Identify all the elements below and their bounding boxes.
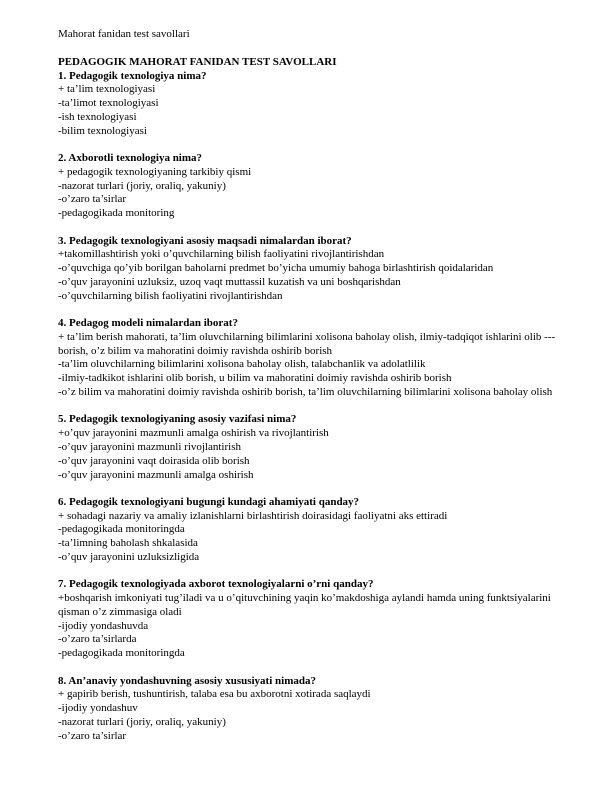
answer-option: -pedagogikada monitoring bbox=[58, 207, 175, 220]
question-title: 2. Axborotli texnologiya nima? bbox=[58, 152, 203, 165]
question-title: 1. Pedagogik texnologiya nima? bbox=[58, 69, 207, 82]
answer-option: -ijodiy yondashuvda bbox=[58, 619, 149, 632]
answer-option: -ijodiy yondashuv bbox=[58, 702, 138, 715]
answer-option: -bilim texnologiyasi bbox=[58, 124, 147, 137]
answer-option: -ta’lim oluvchilarning bilimlarini xolisona baholay olish, talabchanlik va adolatlilik bbox=[58, 358, 426, 371]
answer-option: -pedagogikada monitoringda bbox=[58, 647, 185, 660]
answer-option: -nazorat turlari (joriy, oraliq, yakuniy) bbox=[58, 715, 226, 728]
answer-option: +o’quv jarayonini mazmunli amalga oshirish va rivojlantirish bbox=[58, 427, 329, 440]
question-title: 3. Pedagogik texnologiyani asosiy maqsadi nimalardan iborat? bbox=[58, 234, 352, 247]
answer-option: + sohadagi nazariy va amaliy izlanishlarni birlashtirish doirasidagi faoliyatni aks ettiradi bbox=[58, 509, 448, 522]
document-header: Mahorat fanidan test savollari bbox=[58, 28, 190, 40]
answer-option: -o’quv jarayonini vaqt doirasida olib borish bbox=[58, 454, 250, 467]
answer-option: +boshqarish imkoniyati tug’iladi va u o’qituvchining yaqin ko’makdoshiga aylandi hamda uning funktsiyalarini qisman o’z zimmasiga oladi bbox=[58, 592, 551, 618]
question-title: 5. Pedagogik texnologiyaning asosiy vazifasi nima? bbox=[58, 413, 297, 426]
answer-option: -o’zaro ta’sirlar bbox=[58, 729, 127, 742]
question-block bbox=[58, 413, 578, 482]
answer-option: -ta’limot texnologiyasi bbox=[58, 97, 159, 110]
answer-option: -o’quv jarayonini uzluksizligida bbox=[58, 551, 200, 563]
question-title: 4. Pedagog modeli nimalardan iborat? bbox=[58, 317, 238, 330]
question-block bbox=[58, 235, 578, 304]
answer-option: -pedagogikada monitoringda bbox=[58, 523, 185, 536]
answer-option: -ta’limning baholash shkalasida bbox=[58, 537, 198, 550]
answer-option: -o’z bilim va mahoratini doimiy ravishda oshirib borish, ta’lim oluvchilarning bilimlarini xolisona baholay olish bbox=[58, 386, 553, 399]
answer-option: -ish texnologiyasi bbox=[58, 110, 137, 123]
question-block bbox=[58, 152, 578, 221]
document-body bbox=[58, 28, 578, 757]
question-title: 6. Pedagogik texnologiyani bugungi kundagi ahamiyati qanday? bbox=[58, 495, 360, 508]
question-block bbox=[58, 70, 578, 139]
question-block bbox=[58, 675, 578, 744]
answer-option: -o’quv jarayonini uzluksiz, uzoq vaqt muttassil kuzatish va uni boshqarishdan bbox=[58, 275, 401, 288]
answer-option: -o’zaro ta’sirlarda bbox=[58, 633, 137, 646]
question-title: 7. Pedagogik texnologiyada axborot texnologiyalarni o’rni qanday? bbox=[58, 578, 374, 591]
answer-option: -ilmiy-tadkikot ishlarini olib borish, u bilim va mahoratini doimiy ravishda oshirib borish bbox=[58, 372, 452, 385]
question-block bbox=[58, 317, 578, 400]
document-title: PEDAGOGIK MAHORAT FANIDAN TEST SAVOLLARI bbox=[58, 55, 337, 68]
answer-option: -o’zaro ta’sirlar bbox=[58, 193, 127, 206]
answer-option: -o’quvchiga qo’yib borilgan baholarni predmet bo’yicha umumiy bahoga birlashtirish qoidalaridan bbox=[58, 262, 494, 275]
answer-option: -o’quvchilarning bilish faoliyatini rivojlantirishdan bbox=[58, 289, 283, 302]
answer-option: + ta’lim texnologiyasi bbox=[58, 83, 156, 96]
answer-option: + gapirib berish, tushuntirish, talaba esa bu axborotni xotirada saqlaydi bbox=[58, 688, 371, 701]
answer-option: -o’quv jarayonini mazmunli rivojlantirish bbox=[58, 440, 241, 453]
answer-option: + pedagogik texnologiyaning tarkibiy qismi bbox=[58, 165, 252, 178]
question-block bbox=[58, 496, 578, 565]
answer-option: -o’quv jarayonini mazmunli amalga oshirish bbox=[58, 468, 254, 481]
answer-option: +takomillashtirish yoki o’quvchilarning bilish faoliyatini rivojlantirishdan bbox=[58, 248, 385, 261]
question-title: 8. An’anaviy yondashuvning asosiy xususiyati nimada? bbox=[58, 674, 316, 687]
answer-option: -nazorat turlari (joriy, oraliq, yakuniy) bbox=[58, 179, 226, 192]
question-block bbox=[58, 578, 578, 661]
answer-option: + ta’lim berish mahorati, ta’lim oluvchilarning bilimlarini xolisona baholay olish, ilmiy-tadqiqot ishlarini olib ---borish, o’z bilim va mahoratini doimiy ravishda oshirib borish bbox=[58, 330, 556, 357]
